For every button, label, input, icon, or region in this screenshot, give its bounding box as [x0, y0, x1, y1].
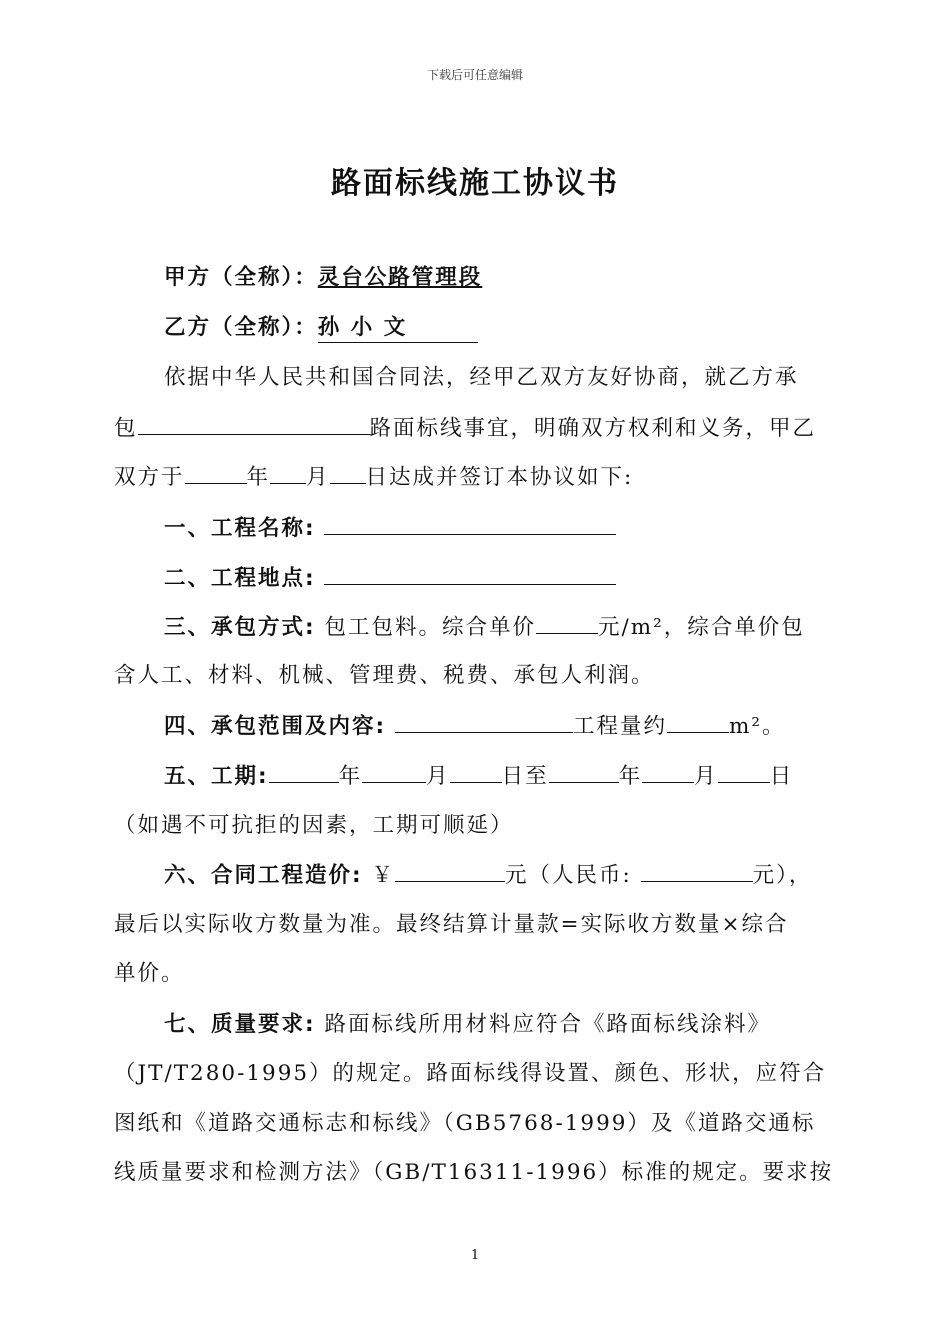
end-day-blank — [718, 756, 770, 783]
section-7-line-3: 图纸和《道路交通标志和标线》（GB5768-1999）及《道路交通标 — [114, 1111, 816, 1136]
day-blank — [330, 457, 366, 484]
section-3-label: 三、承包方式: — [164, 615, 316, 640]
section-7-text: 路面标线所用材料应符合《路面标线涂料》 — [324, 1012, 771, 1037]
section-5-label: 五、工期: — [164, 764, 269, 789]
intro-text: 月 — [306, 465, 330, 490]
section-3-text: 元/m²，综合单价包 — [597, 615, 805, 640]
section-5-text: 日 — [769, 764, 794, 789]
project-location-blank — [324, 558, 616, 585]
project-blank — [138, 408, 370, 435]
section-7-label: 七、质量要求: — [164, 1012, 316, 1037]
section-6-line-2: 最后以实际收方数量为准。最终结算计量款=实际收方数量×综合 — [114, 912, 789, 937]
section-4-label: 四、承包范围及内容: — [164, 714, 387, 739]
quantity-blank — [667, 706, 729, 733]
price-blank — [395, 855, 505, 882]
section-7-line — [164, 1005, 864, 1045]
intro-text: 路面标线事宜，明确双方权利和义务，甲乙 — [369, 416, 817, 441]
section-7-line-2: （JT/T280-1995）的规定。路面标线得设置、颜色、形状，应符合 — [114, 1061, 827, 1086]
section-6-text: 元（人民币: — [504, 863, 632, 888]
intro-text: 包 — [114, 416, 138, 441]
intro-text: 双方于 — [114, 465, 185, 490]
price-rmb-blank — [641, 855, 753, 882]
section-6-text: 元）， — [752, 863, 813, 888]
start-year-blank — [269, 756, 339, 783]
party-a-label: 甲方（全称）： — [164, 265, 318, 290]
section-5-text: 年 — [338, 764, 363, 789]
document-title: 路面标线施工协议书 — [331, 166, 619, 201]
intro-text: 年 — [246, 465, 271, 490]
section-6-label: 六、合同工程造价: — [164, 863, 363, 888]
section-4-text: m²。 — [728, 714, 786, 739]
section-2-line — [164, 558, 864, 598]
party-a-value: 灵台公路管理段 — [317, 265, 483, 290]
section-2-label: 二、工程地点: — [164, 566, 316, 591]
end-year-blank — [549, 756, 619, 783]
section-5-text: 年 — [618, 764, 643, 789]
section-5-text: 日至 — [501, 764, 549, 789]
section-5-text: 月 — [426, 764, 450, 789]
project-name-blank — [324, 508, 616, 535]
section-3-text: 包工包料。综合单价 — [324, 615, 536, 640]
section-6-line-3: 单价。 — [114, 961, 185, 986]
section-3-line — [164, 607, 864, 647]
section-6-line — [164, 855, 864, 895]
intro-line-1: 依据中华人民共和国合同法，经甲乙双方友好协商，就乙方承 — [164, 365, 799, 390]
section-1-label: 一、工程名称: — [164, 516, 316, 541]
section-5-line — [164, 756, 864, 796]
section-4-line — [164, 706, 864, 746]
page-number: 1 — [470, 1248, 480, 1263]
section-4-text: 工程量约 — [572, 714, 667, 739]
year-blank — [185, 457, 247, 484]
start-day-blank — [450, 756, 502, 783]
section-1-line — [164, 508, 864, 548]
month-blank — [270, 457, 306, 484]
section-7-line-4: 线质量要求和检测方法》（GB/T16311-1996）标准的规定。要求按 — [114, 1160, 834, 1185]
section-6-text: ￥ — [371, 863, 395, 888]
intro-text: 日达成并签订本协议如下: — [365, 465, 634, 490]
section-5-text: 月 — [694, 764, 718, 789]
party-b-line — [164, 308, 864, 348]
header-note: 下载后可任意编辑 — [426, 68, 523, 82]
end-month-blank — [642, 756, 694, 783]
intro-line-2 — [114, 408, 864, 448]
section-3-line-2: 含人工、材料、机械、管理费、税费、承包人利润。 — [114, 663, 655, 688]
party-b-value: 孙 小 文 — [318, 314, 478, 343]
party-a-line — [164, 258, 864, 298]
scope-blank — [395, 706, 573, 733]
unit-price-blank — [536, 607, 598, 634]
start-month-blank — [362, 756, 426, 783]
party-b-label: 乙方（全称）： — [164, 315, 318, 340]
section-5-line-2: （如遇不可抗拒的因素，工期可顺延） — [114, 813, 514, 838]
intro-line-3 — [114, 457, 864, 497]
